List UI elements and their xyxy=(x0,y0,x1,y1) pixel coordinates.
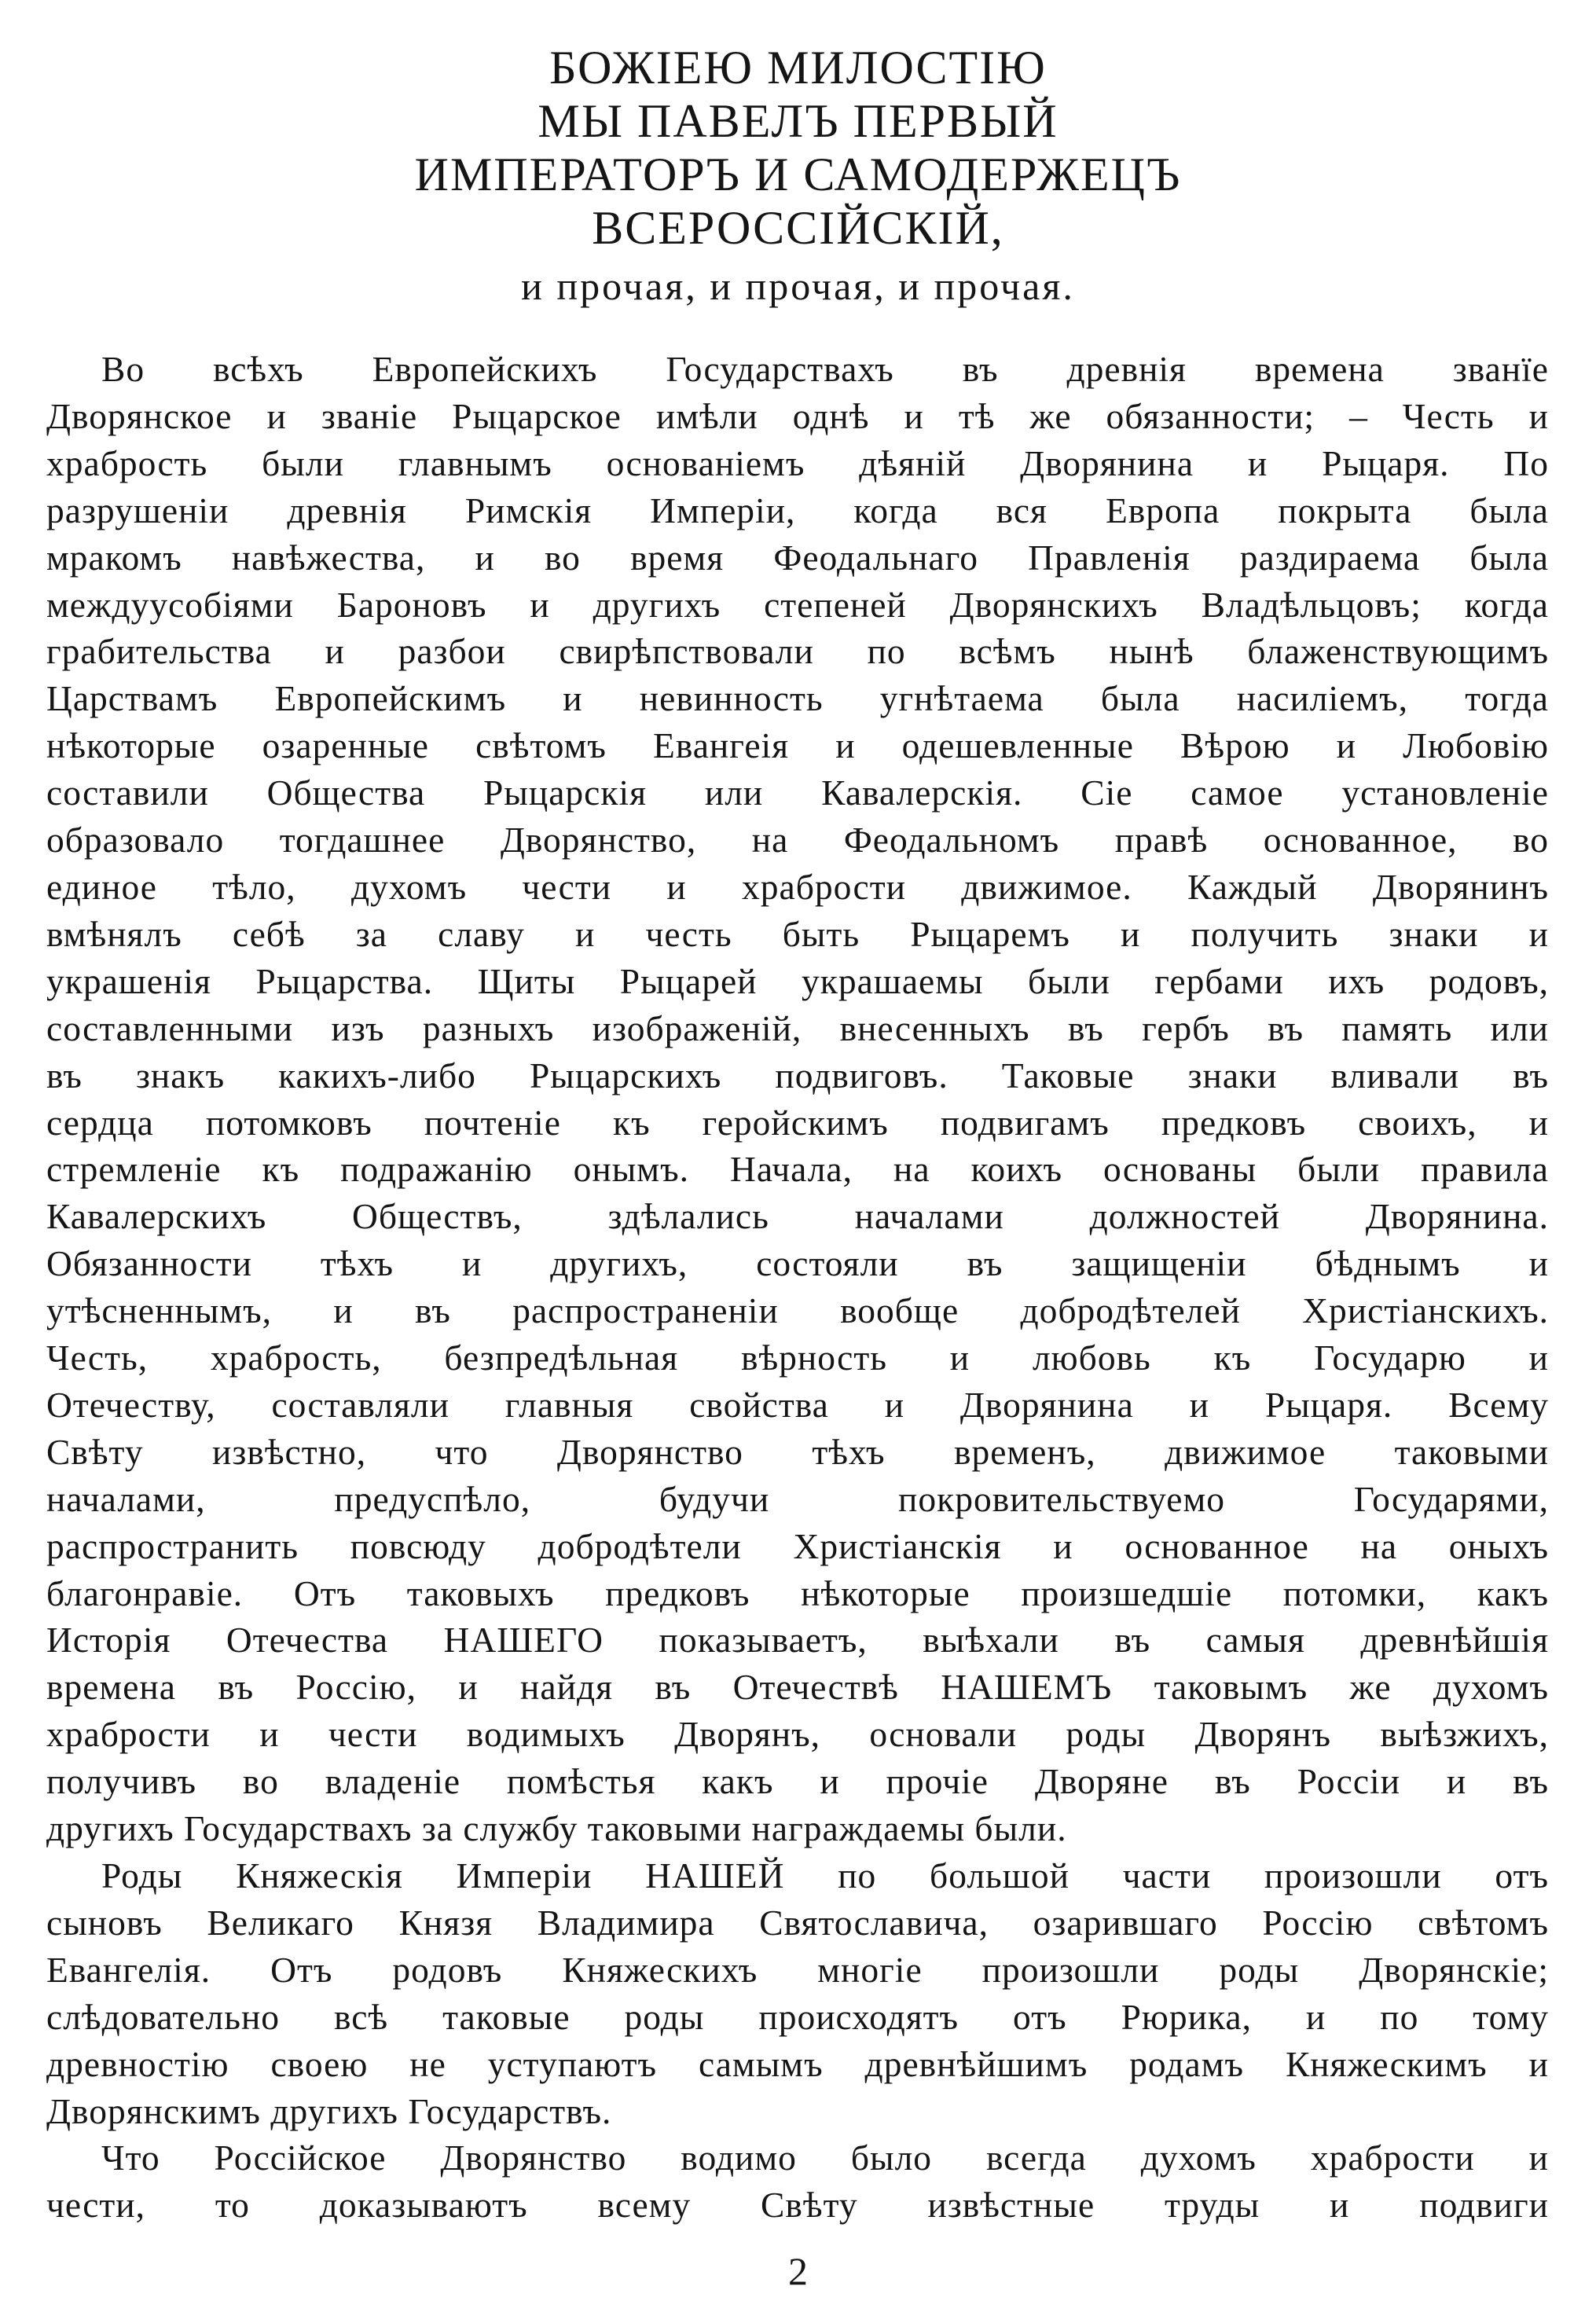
text-line: началами, предуспѣло, будучи покровительствуемо Государями, xyxy=(46,1478,1549,1519)
text-line: разрушеніи древнія Римскія Имперіи, когда вся Европа покрыта была xyxy=(46,490,1549,530)
text-line: Дворянское и званіе Рыцарское имѣли однѣ и тѣ же обязанности; – Честь и xyxy=(46,395,1549,436)
text-line: Исторія Отечества НАШЕГО показываетъ, выѣхали въ самыя древнѣйшія xyxy=(46,1620,1549,1661)
paragraph-3 xyxy=(46,2134,1549,2229)
text-line: Обязанности тѣхъ и другихъ, состояли въ защищеніи бѣднымъ и xyxy=(46,1243,1549,1284)
heading-line-2: МЫ ПАВЕЛЪ ПЕРВЫЙ xyxy=(538,95,1058,147)
text-line: Что Россійское Дворянство водимо было всегда духомъ храбрости и xyxy=(101,2138,1549,2178)
text-line: Во всѣхъ Европейскихъ Государствахъ въ древнія времена званїе xyxy=(101,349,1549,389)
heading-line-4: ВСЕРОССІЙСКІЙ, xyxy=(592,202,1004,254)
text-line: благонравіе. Отъ таковыхъ предковъ нѣкоторые произшедшіе потомки, какъ xyxy=(46,1573,1549,1613)
text-line: вмѣнялъ себѣ за славу и честь быть Рыцаремъ и получить знаки и xyxy=(46,913,1549,954)
text-line: образовало тогдашнее Дворянство, на Феодальномъ правѣ основанное, во xyxy=(46,820,1549,861)
text-line: стремленіе къ подражанію онымъ. Начала, на коихъ основаны были правила xyxy=(46,1149,1549,1190)
text-line: чести, то доказываютъ всему Свѣту извѣстные труды и подвиги xyxy=(46,2185,1549,2226)
text-line: Царствамъ Европейскимъ и невинность угнѣтаема была насиліемъ, тогда xyxy=(46,678,1549,719)
text-line: составленными изъ разныхъ изображеній, внесенныхъ въ гербъ въ память или xyxy=(46,1007,1549,1048)
page-number: 2 xyxy=(788,2249,808,2293)
text-line: утѣсненнымъ, и въ распространеніи вообще добродѣтелей Христіанскихъ. xyxy=(46,1290,1549,1331)
text-line: мракомъ навѣжества, и во время Феодальнаго Правленія раздираема была xyxy=(46,537,1549,578)
text-line: древностію своею не уступаютъ самымъ древнѣйшимъ родамъ Княжескимъ и xyxy=(46,2043,1549,2084)
text-line: распространить повсюду добродѣтели Христіанскія и основанное на оныхъ xyxy=(46,1525,1549,1566)
text-line: сыновъ Великаго Князя Владимира Святославича, озарившаго Россію свѣтомъ xyxy=(46,1902,1549,1943)
heading-subtitle: и прочая, и прочая, и прочая. xyxy=(521,264,1075,308)
paragraph-1 xyxy=(46,346,1549,1852)
text-line: Свѣту извѣстно, что Дворянство тѣхъ временъ, движимое таковыми xyxy=(46,1431,1549,1472)
text-line: Кавалерскихъ Обществъ, здѣлались началами должностей Дворянина. xyxy=(46,1196,1549,1237)
text-line: получивъ во владеніе помѣстья какъ и прочіе Дворяне въ Россіи и въ xyxy=(46,1761,1549,1802)
text-line: храбрость были главнымъ основаніемъ дѣяній Дворянина и Рыцаря. По xyxy=(46,442,1549,483)
text-line: времена въ Россію, и найдя въ Отечествѣ НАШЕМЪ таковымъ же духомъ xyxy=(46,1667,1549,1708)
text-line: сердца потомковъ почтеніе къ геройскимъ подвигамъ предковъ своихъ, и xyxy=(46,1102,1549,1143)
body-text xyxy=(46,346,1549,2229)
text-line: Отечеству, составляли главныя свойства и Дворянина и Рыцаря. Всему xyxy=(46,1384,1549,1425)
manifesto-heading xyxy=(0,41,1596,310)
heading-line-3: ИМПЕРАТОРЪ И САМОДЕРЖЕЦЪ xyxy=(414,149,1182,200)
text-line: Евангелія. Отъ родовъ Княжескихъ многіе произошли роды Дворянскіе; xyxy=(46,1949,1549,1990)
text-line: грабительства и разбои свирѣпствовали по всѣмъ нынѣ блаженствующимъ xyxy=(46,631,1549,672)
heading-line-1: БОЖІЕЮ МИЛОСТІЮ xyxy=(549,42,1047,94)
paragraph-2 xyxy=(46,1852,1549,2134)
text-line: Дворянскимъ другихъ Государствъ. xyxy=(46,2090,612,2131)
text-line: составили Общества Рыцарскія или Кавалерскія. Сіе самое установленіе xyxy=(46,772,1549,813)
text-line: храбрости и чести водимыхъ Дворянъ, основали роды Дворянъ выѣзжихъ, xyxy=(46,1714,1549,1755)
text-line: Честь, храбрость, безпредѣльная вѣрность и любовь къ Государю и xyxy=(46,1338,1549,1378)
text-line: Роды Княжескія Имперіи НАШЕЙ по большой части произошли отъ xyxy=(101,1855,1549,1895)
text-line: другихъ Государствахъ за службу таковыми награждаемы были. xyxy=(46,1808,1067,1849)
text-line: въ знакъ какихъ-либо Рыцарскихъ подвиговъ. Таковые знаки вливали въ xyxy=(46,1055,1549,1095)
text-line: украшенія Рыцарства. Щиты Рыцарей украшаемы были гербами ихъ родовъ, xyxy=(46,960,1549,1001)
text-line: нѣкоторые озаренные свѣтомъ Евангеія и одешевленные Вѣрою и Любовію xyxy=(46,725,1549,766)
text-line: междуусобіями Бароновъ и другихъ степеней Дворянскихъ Владѣльцовъ; когда xyxy=(46,584,1549,625)
text-line: слѣдовательно всѣ таковые роды происходятъ отъ Рюрика, и по тому xyxy=(46,1996,1549,2037)
text-line: единое тѣло, духомъ чести и храбрости движимое. Каждый Дворянинъ xyxy=(46,866,1549,907)
